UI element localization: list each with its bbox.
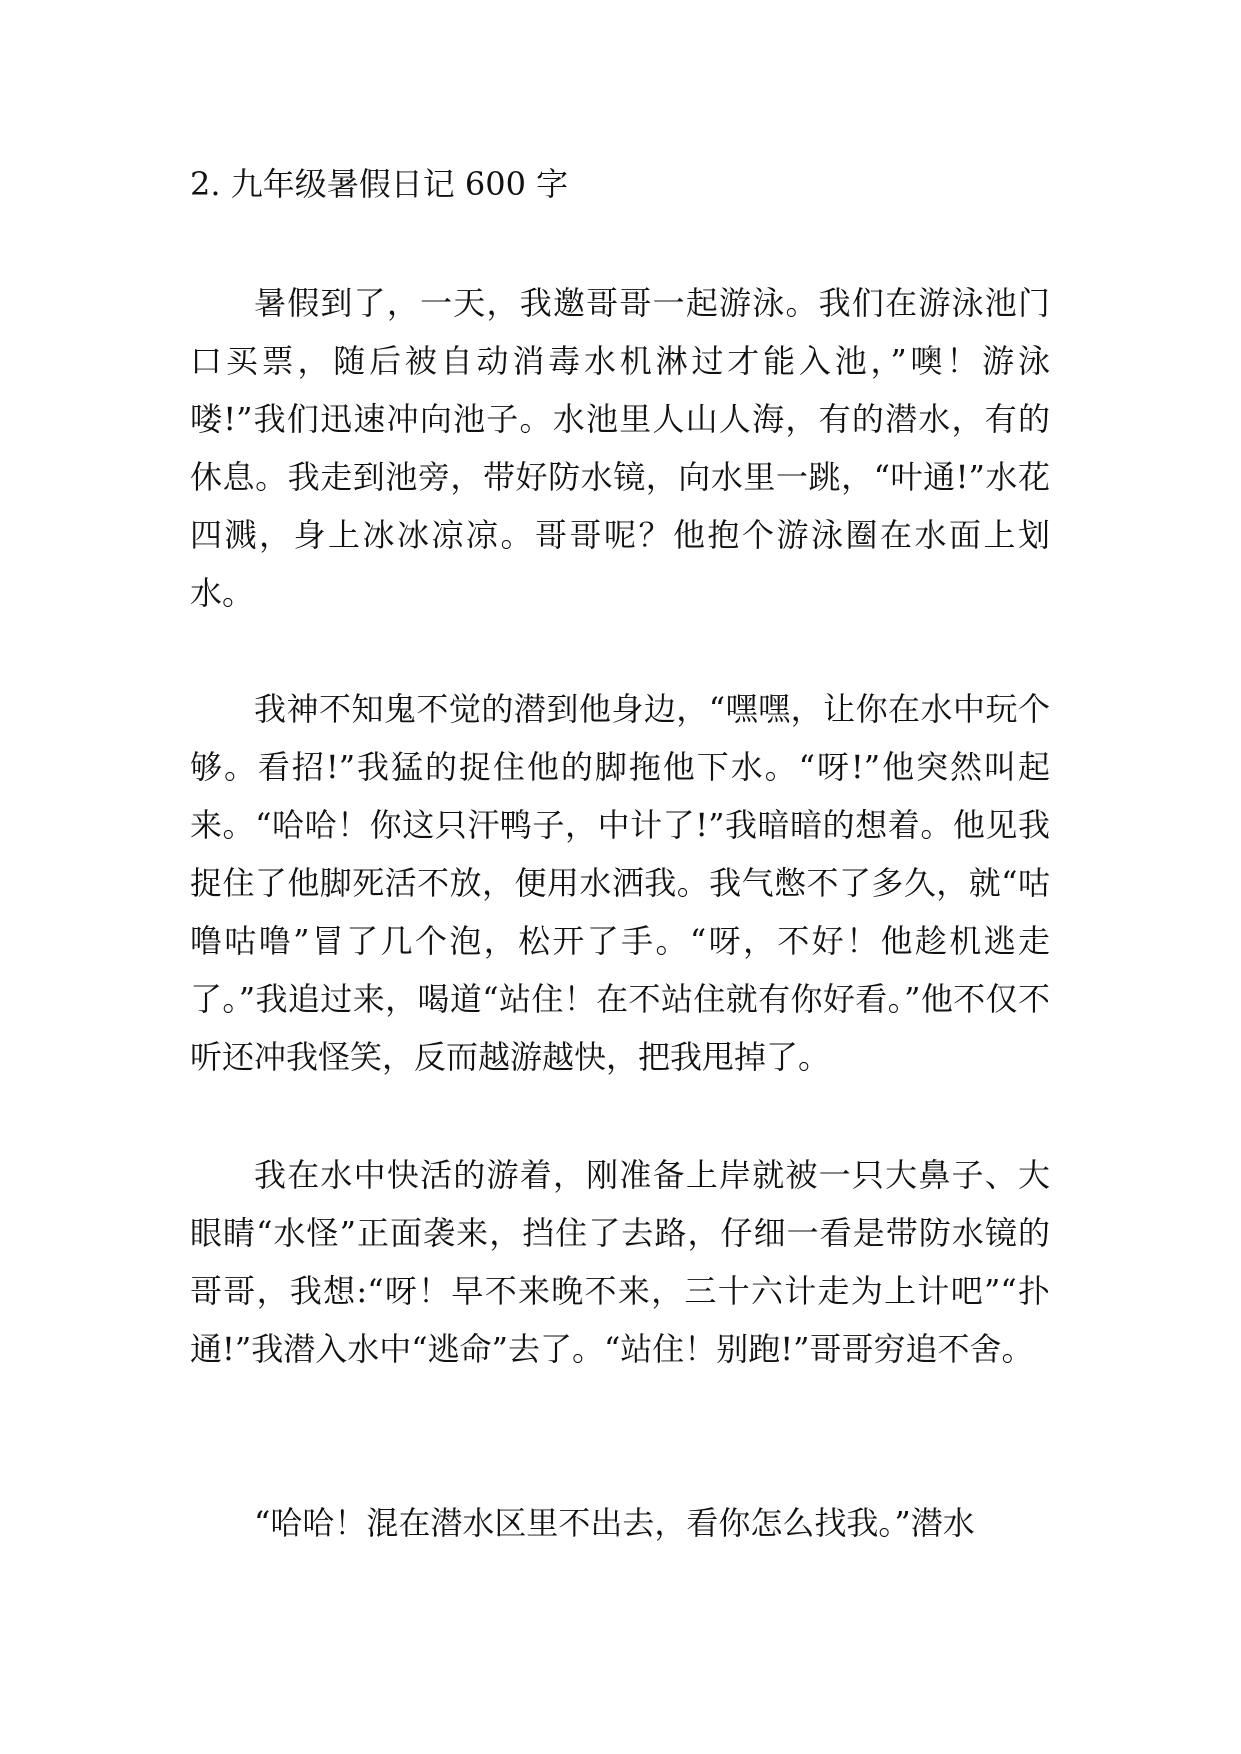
paragraph-4: “哈哈！混在潜水区里不出去，看你怎么找我。”潜水 (254, 1504, 975, 1542)
paragraph-2: 我神不知鬼不觉的潜到他身边，“嘿嘿，让你在水中玩个够。看招!”我猛的捉住他的脚拖他下水。“呀!”他突然叫起来。“哈哈！你这只汗鸭子，中计了!”我暗暗的想着。他见我捉住了他脚死活不放，便用水洒我。我气憋不了多久，就“咕噜咕噜”冒了几个泡，松开了手。“呀，不好！他趁机逃走了。”我追过来，喝道“站住！在不站住就有你好看。”他不仅不听还冲我怪笑，反而越游越快，把我甩掉了。 (190, 690, 1050, 1076)
paragraph-3: 我在水中快活的游着，刚准备上岸就被一只大鼻子、大眼睛“水怪”正面袭来，挡住了去路，仔细一看是带防水镜的哥哥，我想:“呀！早不来晚不来，三十六计走为上计吧”“扑通!”我潜入水中“逃命”去了。“站住！别跑!”哥哥穷追不舍。 (190, 1156, 1050, 1368)
paragraph-1: 暑假到了，一天，我邀哥哥一起游泳。我们在游泳池门口买票，随后被自动消毒水机淋过才能入池，”噢！游泳喽!”我们迅速冲向池子。水池里人山人海，有的潜水，有的休息。我走到池旁，带好防水镜，向水里一跳，“叶通!”水花四溅，身上冰冰凉凉。哥哥呢？他抱个游泳圈在水面上划水。 (190, 284, 1050, 612)
document-title: 2. 九年级暑假日记 600 字 (190, 165, 569, 203)
